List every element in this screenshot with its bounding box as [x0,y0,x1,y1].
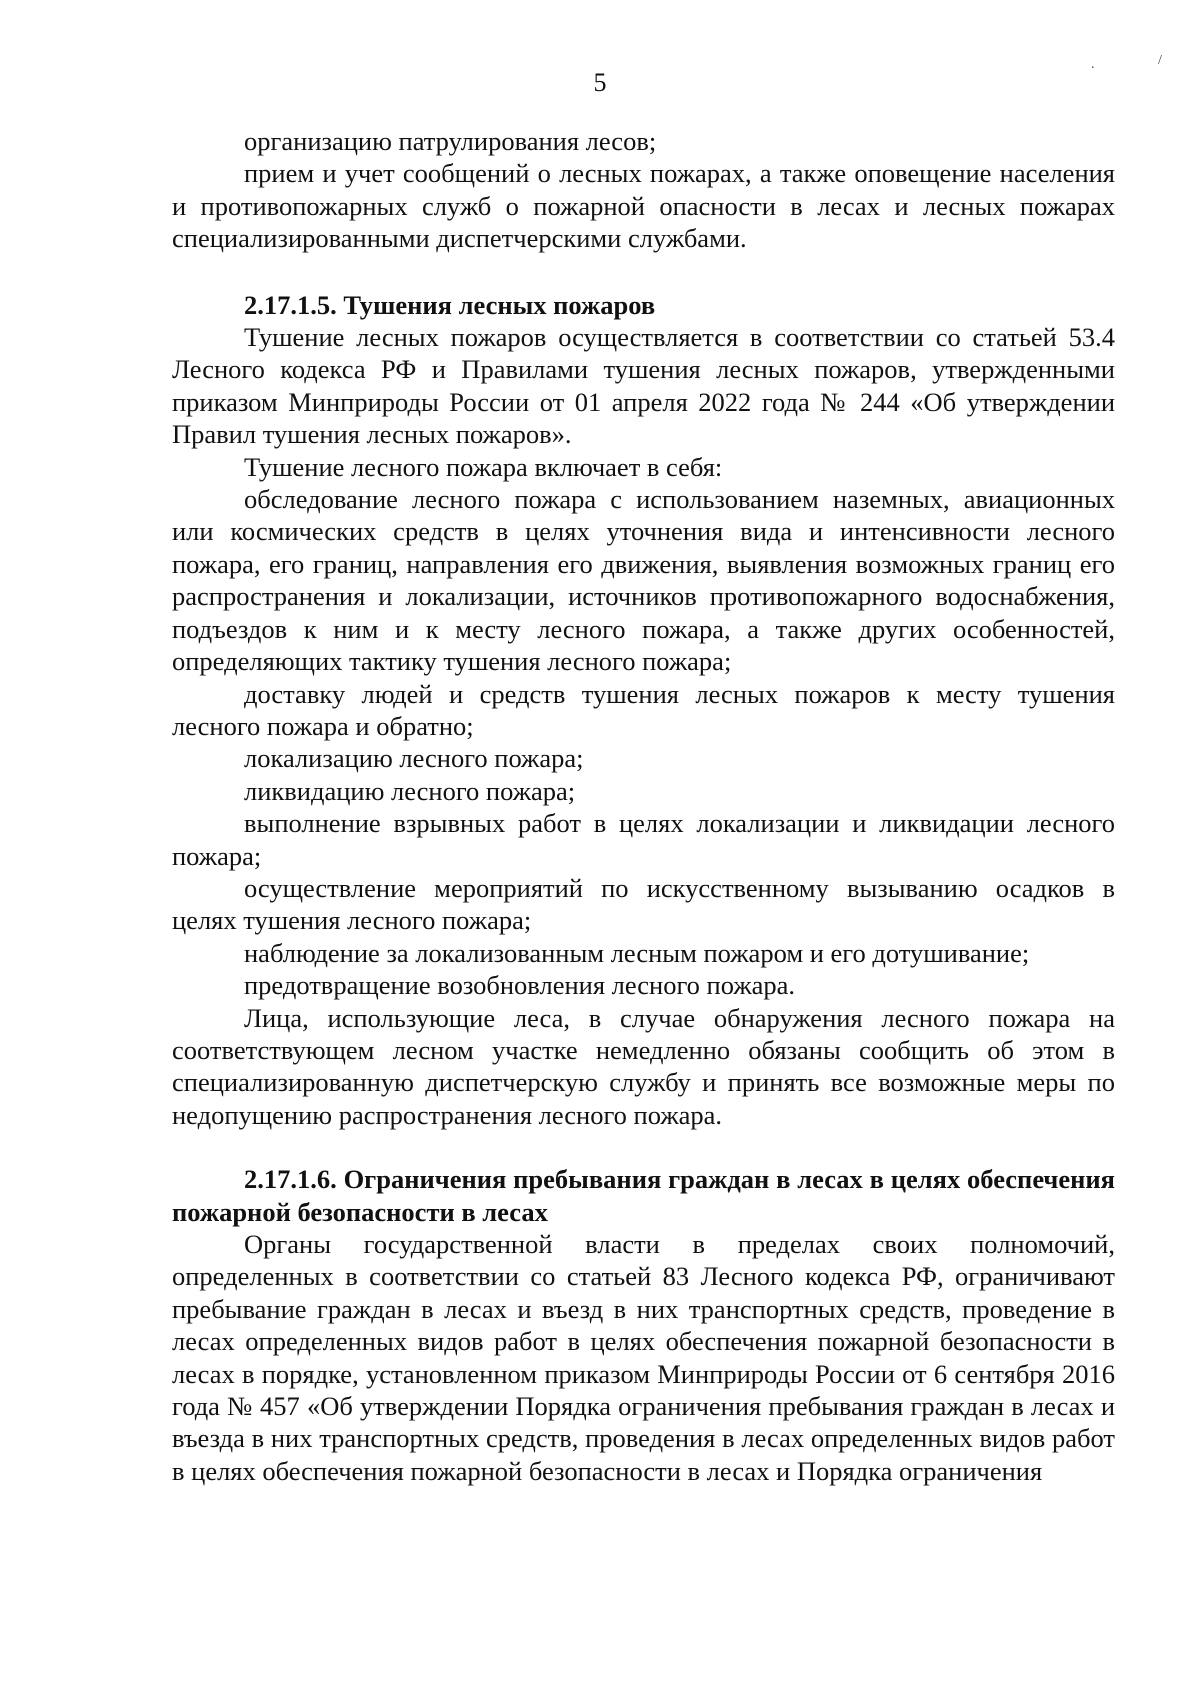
list-item: предотвращение возобновления лесного пожара. [244,970,796,1001]
section-heading: 2.17.1.5. Тушения лесных пожаров [244,289,656,320]
paragraph: Лица, использующие леса, в случае обнаружения лесного пожара на соответствующем лесном участке немедленно обязаны сообщить об этом в специализированную диспетчерскую службу и принять все возможные меры по недопущению распространения лесного пожара. [172,1002,1115,1130]
list-item: обследование лесного пожара с использованием наземных, авиационных или космических средств в целях уточнения вида и интенсивности лесного пожара, его границ, направления его движения, выявления возможных границ его распространения и локализации, источников противопожарного водоснабжения, подъездов к ним и к месту лесного пожара, а также других особенностей, определяющих тактику тушения лесного пожара; [172,484,1115,677]
scan-mark: / [1158,53,1162,68]
list-item: доставку людей и средств тушения лесных пожаров к месту тушения лесного пожара и обратно; [172,678,1115,741]
list-item: прием и учет сообщений о лесных пожарах, а также оповещение населения и противопожарных служб о пожарной опасности в лесах и лесных пожарах специализированными диспетчерскими службами. [172,158,1115,254]
document-body [172,125,1115,1487]
list-item: локализацию лесного пожара; [244,743,584,774]
scan-mark: . [1091,57,1095,72]
list-item: осуществление мероприятий по искусственному вызыванию осадков в целях тушения лесного пожара; [172,872,1115,936]
list-item: наблюдение за локализованным лесным пожаром и его дотушивание; [244,937,1030,968]
paragraph: Органы государственной власти в пределах своих полномочий, определенных в соответствии со статьей 83 Лесного кодекса РФ, ограничивают пребывание граждан в лесах и въезд в них транспортных средств, проведение в лесах определенных видов работ в целях обеспечения пожарной безопасности в лесах в порядке, установленном приказом Минприроды России от 6 сентября 2016 года № 457 «Об утверждении Порядка ограничения пребывания граждан в лесах и въезда в них транспортных средств, проведения в лесах определенных видов работ в целях обеспечения пожарной безопасности в лесах и Порядка ограничения [172,1229,1115,1486]
page-number: 5 [593,68,607,97]
paragraph: Тушение лесных пожаров осуществляется в соответствии со статьей 53.4 Лесного кодекса РФ и Правилами тушения лесных пожаров, утвержденными приказом Минприроды России от 01 апреля 2022 года № 244 «Об утверждении Правил тушения лесных пожаров». [172,322,1115,450]
list-item: ликвидацию лесного пожара; [244,775,576,806]
paragraph: Тушение лесного пожара включает в себя: [244,451,723,482]
list-item: выполнение взрывных работ в целях локализации и ликвидации лесного пожара; [172,808,1115,871]
list-item: организацию патрулирования лесов; [244,126,657,156]
section-heading: 2.17.1.6. Ограничения пребывания граждан в лесах в целях обеспечения пожарной безопасности в лесах [172,1164,1115,1227]
